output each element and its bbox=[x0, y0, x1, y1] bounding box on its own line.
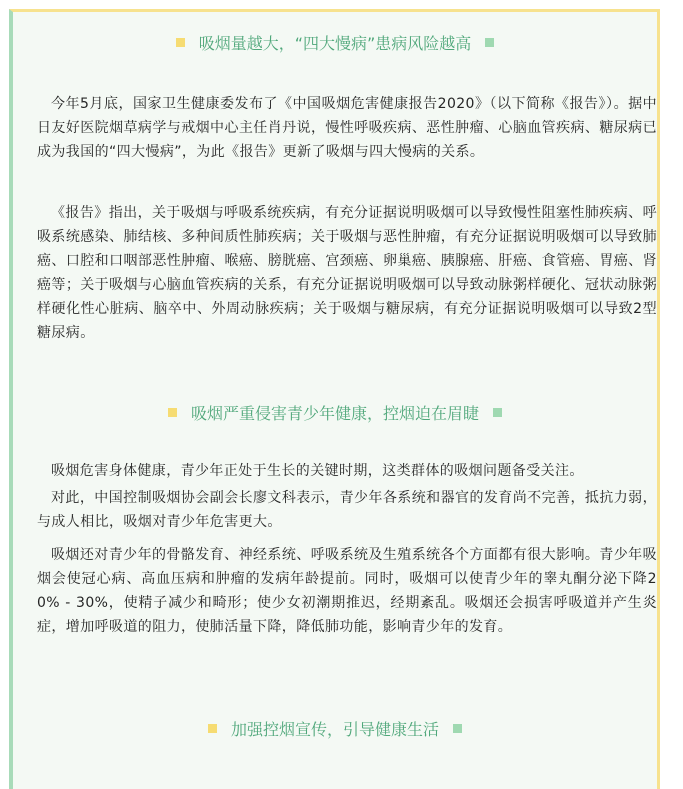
yellow-square-icon bbox=[168, 408, 177, 417]
yellow-square-icon bbox=[176, 38, 185, 47]
article-frame bbox=[9, 9, 660, 789]
green-square-icon bbox=[453, 724, 462, 733]
section-heading-2-text: 吸烟严重侵害青少年健康，控烟迫在眉睫 bbox=[190, 404, 479, 423]
paragraph: 吸烟危害身体健康，青少年正处于生长的关键时期，这类群体的吸烟问题备受关注。 bbox=[51, 463, 584, 479]
section-heading-1 bbox=[13, 34, 657, 54]
section-heading-1-text: 吸烟量越大，“四大慢病”患病风险越高 bbox=[198, 34, 472, 53]
paragraph: 《报告》指出，关于吸烟与呼吸系统疾病，有充分证据说明吸烟可以导致慢性阻塞性肺疾病、呼吸系统感染、肺结核、多种间质性肺疾病；关于吸烟与恶性肿瘤，有充分证据说明吸烟可以导致肺癌、口腔和口咽部恶性肿瘤、喉癌、膀胱癌、宫颈癌、卵巢癌、胰腺癌、肝癌、食管癌、胃癌、肾癌等；关于吸烟与心脑血管疾病的关系，有充分证据说明吸烟可以导致动脉粥样硬化、冠状动脉粥样硬化性心脏病、脑卒中、外周动脉疾病；关于吸烟与糖尿病，有充分证据说明吸烟可以导致2型糖尿病。 bbox=[37, 205, 657, 341]
green-square-icon bbox=[485, 38, 494, 47]
yellow-square-icon bbox=[208, 724, 217, 733]
paragraph: 吸烟还对青少年的骨骼发育、神经系统、呼吸系统及生殖系统各个方面都有很大影响。青少年吸烟会使冠心病、高血压病和肿瘤的发病年龄提前。同时，吸烟可以使青少年的睾丸酮分泌下降20% - 30%，使精子减少和畸形；使少女初潮期推迟，经期紊乱。吸烟还会损害呼吸道并产生炎症，增加呼吸道的阻力，使肺活量下降，降低肺功能，影响青少年的发育。 bbox=[37, 547, 657, 635]
section-heading-2 bbox=[13, 404, 657, 424]
paragraph: 对此，中国控制吸烟协会副会长廖文科表示，青少年各系统和器官的发育尚不完善，抵抗力弱，与成人相比，吸烟对青少年危害更大。 bbox=[37, 490, 657, 530]
paragraph: 今年5月底，国家卫生健康委发布了《中国吸烟危害健康报告2020》（以下简称《报告》）。据中日友好医院烟草病学与戒烟中心主任肖丹说，慢性呼吸疾病、恶性肿瘤、心脑血管疾病、糖尿病已成为我国的“四大慢病”，为此《报告》更新了吸烟与四大慢病的关系。 bbox=[37, 96, 657, 160]
green-square-icon bbox=[493, 408, 502, 417]
section-heading-3 bbox=[13, 720, 657, 740]
section-heading-3-text: 加强控烟宣传，引导健康生活 bbox=[230, 720, 439, 739]
